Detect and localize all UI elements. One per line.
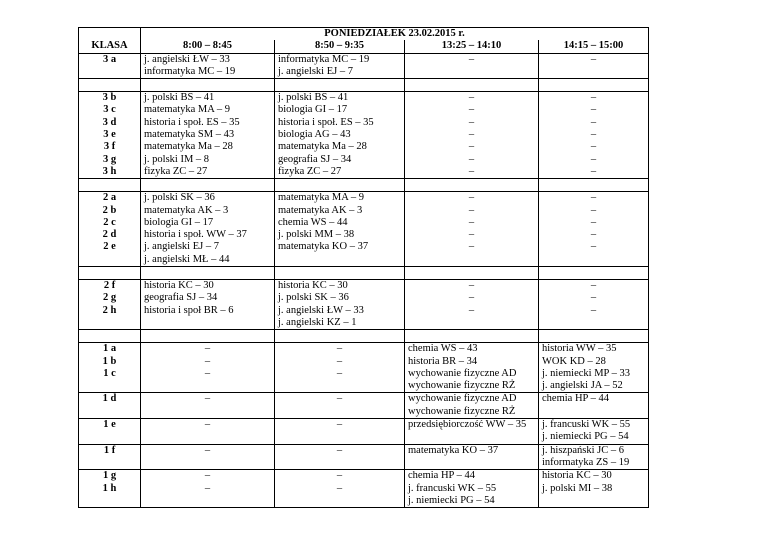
lesson-p1: j. polski BS – 41 — [144, 92, 215, 104]
lesson-p1: matematyka Ma – 28 — [144, 141, 233, 153]
empty-cell — [275, 79, 405, 92]
lesson-p3: – — [468, 116, 475, 128]
empty-cell — [405, 79, 539, 92]
lesson-p2: – — [336, 419, 343, 431]
lesson-p2: – — [336, 470, 343, 482]
lesson-p1-cell — [141, 53, 275, 79]
class-name: 1 b — [102, 355, 117, 367]
class-name-cell — [79, 470, 141, 508]
lesson-p2: j. polski MM – 38 — [278, 229, 355, 241]
class-name: 2 f — [103, 280, 116, 292]
lesson-p4: – — [590, 53, 597, 65]
empty-cell — [79, 79, 141, 92]
lesson-p3: wychowanie fizyczne AD — [408, 393, 517, 405]
class-group-row — [79, 280, 649, 330]
lesson-p4: – — [590, 216, 597, 228]
lesson-p2: matematyka AK – 3 — [278, 204, 363, 216]
lesson-p4: – — [590, 304, 597, 316]
lesson-p3: wychowanie fizyczne AD — [408, 367, 517, 379]
lesson-p4-cell — [539, 470, 649, 508]
period-header-3: 13:25 – 14:10 — [405, 40, 539, 53]
empty-cell — [539, 79, 649, 92]
lesson-p3: – — [468, 216, 475, 228]
class-name: 1 d — [102, 393, 117, 405]
empty-cell — [79, 179, 141, 192]
lesson-p1: historia i społ. WW – 37 — [144, 229, 247, 241]
lesson-p3: – — [468, 280, 475, 292]
lesson-p1: matematyka MA – 9 — [144, 104, 231, 116]
empty-cell — [405, 179, 539, 192]
lesson-p4: – — [590, 129, 597, 141]
empty-cell — [405, 330, 539, 343]
lesson-p2: j. polski BS – 41 — [278, 92, 349, 104]
class-group-row — [79, 192, 649, 267]
class-name-cell — [79, 280, 141, 330]
class-name-cell — [79, 393, 141, 419]
lesson-p1-cell — [141, 393, 275, 419]
lesson-p2: informatyka MC – 19 — [278, 53, 370, 65]
empty-cell — [275, 330, 405, 343]
lesson-p1: – — [204, 343, 211, 355]
lesson-p4-cell — [539, 444, 649, 470]
lesson-p2: historia KC – 30 — [278, 280, 348, 292]
lesson-p1: informatyka MC – 19 — [144, 65, 236, 77]
lesson-p2: – — [336, 482, 343, 494]
period-header-2: 8:50 – 9:35 — [275, 40, 405, 53]
lesson-p2-cell — [275, 470, 405, 508]
class-name: 3 a — [102, 53, 117, 65]
lesson-p4-cell — [539, 192, 649, 267]
corner-cell — [79, 28, 141, 41]
lesson-p1: – — [204, 419, 211, 431]
period-header-4: 14:15 – 15:00 — [539, 40, 649, 53]
class-group-row — [79, 470, 649, 508]
empty-cell — [539, 179, 649, 192]
empty-cell — [79, 330, 141, 343]
empty-cell — [141, 79, 275, 92]
lesson-p3: – — [468, 153, 475, 165]
class-name: 2 a — [102, 192, 117, 204]
empty-cell — [275, 267, 405, 280]
class-name: 1 c — [103, 367, 116, 379]
lesson-p3: – — [468, 53, 475, 65]
empty-cell — [539, 267, 649, 280]
lesson-p1: historia i społ BR – 6 — [144, 304, 234, 316]
lesson-p1: – — [204, 355, 211, 367]
lesson-p3: – — [468, 304, 475, 316]
spacer-row — [79, 267, 649, 280]
lesson-p2: – — [336, 444, 343, 456]
lesson-p3: – — [468, 204, 475, 216]
lesson-p3: chemia HP – 44 — [408, 470, 475, 482]
lesson-p1-cell — [141, 470, 275, 508]
lesson-p2-cell — [275, 53, 405, 79]
lesson-p1-cell — [141, 92, 275, 179]
lesson-p4: – — [590, 241, 597, 253]
class-name: 3 f — [103, 141, 116, 153]
lesson-p3-cell — [405, 470, 539, 508]
class-name-cell — [79, 419, 141, 445]
lesson-p4: historia KC – 30 — [542, 470, 612, 482]
klasa-header: KLASA — [79, 40, 141, 53]
class-name: 3 b — [102, 92, 117, 104]
lesson-p2: historia i społ. ES – 35 — [278, 116, 374, 128]
lesson-p3-cell — [405, 280, 539, 330]
lesson-p2: j. angielski EJ – 7 — [278, 65, 353, 77]
lesson-p2-cell — [275, 419, 405, 445]
class-name: 3 h — [102, 165, 117, 177]
lesson-p1: – — [204, 367, 211, 379]
lesson-p4: – — [590, 141, 597, 153]
lesson-p3: – — [468, 192, 475, 204]
lesson-p3: – — [468, 241, 475, 253]
lesson-p4: – — [590, 153, 597, 165]
class-group-row — [79, 444, 649, 470]
lesson-p4: j. niemiecki MP – 33 — [542, 367, 630, 379]
class-name: 3 c — [103, 104, 116, 116]
lesson-p2-cell — [275, 393, 405, 419]
class-name: 1 e — [103, 419, 116, 431]
empty-cell — [275, 179, 405, 192]
lesson-p2-cell — [275, 280, 405, 330]
empty-cell — [539, 330, 649, 343]
day-title: PONIEDZIAŁEK 23.02.2015 r. — [141, 28, 649, 41]
class-group-row — [79, 92, 649, 179]
empty-cell — [141, 267, 275, 280]
empty-cell — [141, 179, 275, 192]
class-name-cell — [79, 92, 141, 179]
class-name: 3 e — [103, 129, 116, 141]
lesson-p1-cell — [141, 343, 275, 393]
lesson-p4: chemia HP – 44 — [542, 393, 609, 405]
lesson-p1: j. angielski MŁ – 44 — [144, 253, 230, 265]
period-header-1: 8:00 – 8:45 — [141, 40, 275, 53]
schedule-body — [79, 53, 649, 508]
lesson-p2: j. angielski KZ – 1 — [278, 316, 357, 328]
lesson-p3: – — [468, 129, 475, 141]
lesson-p3-cell — [405, 92, 539, 179]
lesson-p2: – — [336, 343, 343, 355]
lesson-p1: fizyka ZC – 27 — [144, 165, 208, 177]
lesson-p4-cell — [539, 53, 649, 79]
lesson-p4: – — [590, 165, 597, 177]
lesson-p4-cell — [539, 419, 649, 445]
lesson-p3: – — [468, 292, 475, 304]
lesson-p3-cell — [405, 53, 539, 79]
lesson-p1-cell — [141, 419, 275, 445]
class-name: 2 d — [102, 229, 117, 241]
lesson-p3: wychowanie fizyczne RŻ — [408, 405, 516, 417]
class-group-row — [79, 419, 649, 445]
lesson-p1: j. angielski EJ – 7 — [144, 241, 219, 253]
lesson-p3: – — [468, 104, 475, 116]
lesson-p3: historia BR – 34 — [408, 355, 478, 367]
lesson-p2: matematyka MA – 9 — [278, 192, 365, 204]
spacer-row — [79, 79, 649, 92]
lesson-p2: matematyka Ma – 28 — [278, 141, 367, 153]
spacer-row — [79, 330, 649, 343]
lesson-p3-cell — [405, 343, 539, 393]
lesson-p2: j. polski SK – 36 — [278, 292, 349, 304]
class-name: 2 b — [102, 204, 117, 216]
lesson-p1: – — [204, 444, 211, 456]
class-name: 2 h — [102, 304, 117, 316]
schedule-table — [78, 27, 649, 508]
lesson-p2: chemia WS – 44 — [278, 216, 348, 228]
lesson-p1-cell — [141, 280, 275, 330]
lesson-p2-cell — [275, 192, 405, 267]
lesson-p3: chemia WS – 43 — [408, 343, 478, 355]
lesson-p1: geografia SJ – 34 — [144, 292, 218, 304]
lesson-p4: – — [590, 192, 597, 204]
lesson-p3: j. francuski WK – 55 — [408, 482, 497, 494]
lesson-p2-cell — [275, 92, 405, 179]
lesson-p1: historia KC – 30 — [144, 280, 214, 292]
lesson-p1: biologia GI – 17 — [144, 216, 214, 228]
lesson-p4: j. francuski WK – 55 — [542, 419, 631, 431]
lesson-p2: geografia SJ – 34 — [278, 153, 352, 165]
lesson-p2: biologia GI – 17 — [278, 104, 348, 116]
lesson-p1: historia i społ. ES – 35 — [144, 116, 240, 128]
lesson-p4: – — [590, 204, 597, 216]
lesson-p1: matematyka AK – 3 — [144, 204, 229, 216]
class-group-row — [79, 343, 649, 393]
lesson-p2-cell — [275, 343, 405, 393]
lesson-p1: j. polski IM – 8 — [144, 153, 210, 165]
class-name: 1 a — [102, 343, 117, 355]
lesson-p2: – — [336, 393, 343, 405]
lesson-p1-cell — [141, 444, 275, 470]
lesson-p3: przedsiębiorczość WW – 35 — [408, 419, 527, 431]
lesson-p2: – — [336, 355, 343, 367]
lesson-p4: – — [590, 292, 597, 304]
lesson-p1: – — [204, 393, 211, 405]
lesson-p4: – — [590, 104, 597, 116]
class-name: 2 g — [102, 292, 117, 304]
empty-cell — [79, 267, 141, 280]
lesson-p3: – — [468, 229, 475, 241]
lesson-p4: WOK KD – 28 — [542, 355, 606, 367]
lesson-p2: j. angielski ŁW – 33 — [278, 304, 364, 316]
lesson-p2: biologia AG – 43 — [278, 129, 351, 141]
lesson-p4: – — [590, 280, 597, 292]
lesson-p3: wychowanie fizyczne RŻ — [408, 380, 516, 392]
lesson-p2: fizyka ZC – 27 — [278, 165, 342, 177]
class-name: 1 h — [102, 482, 117, 494]
lesson-p3: – — [468, 141, 475, 153]
lesson-p2: matematyka KO – 37 — [278, 241, 369, 253]
lesson-p4-cell — [539, 343, 649, 393]
lesson-p4: informatyka ZS – 19 — [542, 456, 630, 468]
empty-cell — [405, 267, 539, 280]
lesson-p4-cell — [539, 393, 649, 419]
class-name-cell — [79, 192, 141, 267]
class-name: 3 d — [102, 116, 117, 128]
class-name: 1 f — [103, 444, 116, 456]
lesson-p1: matematyka SM – 43 — [144, 129, 235, 141]
lesson-p1: j. angielski ŁW – 33 — [144, 53, 230, 65]
class-name-cell — [79, 53, 141, 79]
class-group-row — [79, 53, 649, 79]
lesson-p2: – — [336, 367, 343, 379]
lesson-p4: j. hiszpański JC – 6 — [542, 444, 624, 456]
lesson-p3-cell — [405, 419, 539, 445]
lesson-p4: – — [590, 229, 597, 241]
lesson-p3: j. niemiecki PG – 54 — [408, 494, 495, 506]
lesson-p4: – — [590, 92, 597, 104]
lesson-p2-cell — [275, 444, 405, 470]
lesson-p1: – — [204, 470, 211, 482]
class-name: 2 c — [103, 216, 116, 228]
class-name: 2 e — [103, 241, 116, 253]
lesson-p3: – — [468, 165, 475, 177]
lesson-p4: j. angielski JA – 52 — [542, 380, 623, 392]
lesson-p3: – — [468, 92, 475, 104]
spacer-row — [79, 179, 649, 192]
lesson-p3-cell — [405, 444, 539, 470]
lesson-p3: matematyka KO – 37 — [408, 444, 499, 456]
lesson-p3-cell — [405, 192, 539, 267]
lesson-p4: j. polski MI – 38 — [542, 482, 613, 494]
class-name-cell — [79, 343, 141, 393]
lesson-p4: historia WW – 35 — [542, 343, 617, 355]
lesson-p1-cell — [141, 192, 275, 267]
class-name: 1 g — [102, 470, 117, 482]
class-name-cell — [79, 444, 141, 470]
class-group-row — [79, 393, 649, 419]
lesson-p4-cell — [539, 280, 649, 330]
lesson-p1: – — [204, 482, 211, 494]
lesson-p4: – — [590, 116, 597, 128]
lesson-p4-cell — [539, 92, 649, 179]
lesson-p3-cell — [405, 393, 539, 419]
lesson-p4: j. niemiecki PG – 54 — [542, 431, 629, 443]
lesson-p1: j. polski SK – 36 — [144, 192, 215, 204]
class-name: 3 g — [102, 153, 117, 165]
empty-cell — [141, 330, 275, 343]
